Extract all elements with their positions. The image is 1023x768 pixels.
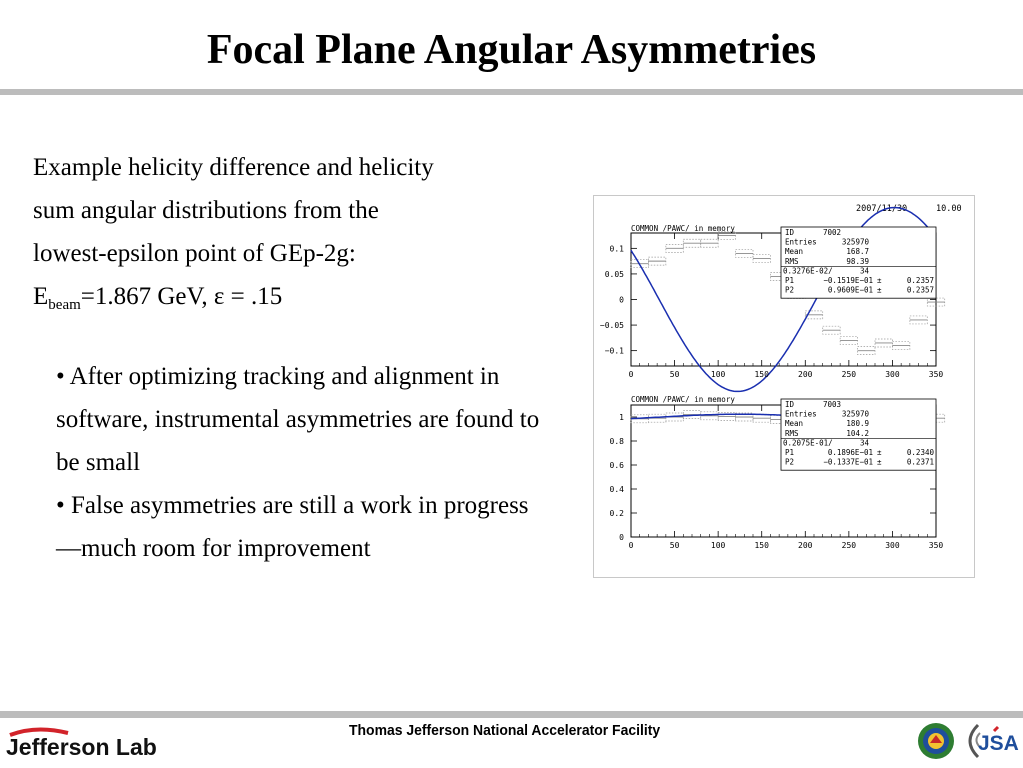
stats-ndf: 34 — [859, 438, 869, 448]
y-tick-label: 0 — [619, 295, 624, 305]
stats-label: Mean — [785, 247, 804, 257]
jefferson-lab-logo — [6, 723, 166, 768]
beam-energy-line — [33, 275, 553, 318]
y-tick-label: 0.2 — [609, 509, 624, 518]
intro-line-1: Example helicity difference and helicity — [33, 154, 434, 181]
stats-label: ID — [785, 400, 795, 409]
x-tick-label: 150 — [754, 370, 769, 379]
footer-organization: Thomas Jefferson National Accelerator Facility — [349, 722, 661, 739]
figure-date: 2007/11/30 — [856, 204, 908, 214]
stats-param-error: 0.2371 — [906, 457, 934, 467]
stats-label: Entries — [785, 237, 817, 247]
x-tick-label: 350 — [928, 370, 944, 379]
stats-value: 98.39 — [846, 256, 869, 266]
y-tick-label: 0 — [619, 533, 624, 542]
x-tick-label: 100 — [710, 370, 726, 379]
stats-param-name: P1 — [785, 448, 795, 457]
bullet-item: • After optimizing tracking and alignment in software, instrumental asymmetries are found to be small — [56, 363, 540, 476]
stats-param-error: 0.2357 — [906, 285, 934, 295]
x-tick-label: 0 — [628, 370, 634, 379]
bullet-item: • False asymmetries are still a work in progress—much room for improvement — [56, 492, 529, 562]
x-tick-label: 350 — [928, 541, 944, 550]
stats-param-value: −0.1519E−01 — [823, 276, 873, 285]
beam-symbol: E — [33, 283, 49, 310]
jsa-accent — [994, 727, 998, 731]
y-tick-label: 0.1 — [609, 244, 624, 254]
stats-param-value: 0.9609E−01 — [827, 285, 873, 295]
doe-seal-logo — [916, 721, 956, 766]
x-tick-label: 150 — [754, 541, 769, 550]
jsa-logo — [958, 719, 1022, 768]
stats-ndf: 34 — [859, 266, 869, 276]
slide-title: Focal Plane Angular Asymmetries — [206, 27, 817, 73]
beam-value: =1.867 GeV, ε = .15 — [80, 283, 283, 310]
figure-time: 10.00 — [936, 204, 962, 214]
stats-plusminus: ± — [877, 276, 882, 285]
x-tick-label: 300 — [885, 541, 900, 550]
stats-param-value: 0.1896E−01 — [827, 448, 873, 457]
stats-value: 180.9 — [846, 419, 869, 429]
stats-param-name: P2 — [785, 457, 795, 467]
y-tick-label: −0.1 — [604, 346, 624, 356]
stats-param-name: P1 — [785, 276, 795, 285]
stats-value: 7002 — [822, 228, 841, 237]
stats-label: RMS — [785, 256, 799, 266]
stats-chi2: 0.3276E-02/ — [783, 266, 833, 276]
x-tick-label: 300 — [885, 370, 900, 379]
chart-header: COMMON /PAWC/ in memory — [631, 395, 735, 404]
intro-line-3: lowest-epsilon point of GEp-2g: — [33, 240, 356, 267]
stats-value: 168.7 — [846, 247, 869, 257]
footer-divider — [0, 711, 1023, 718]
y-tick-label: −0.05 — [599, 321, 624, 331]
stats-label: Mean — [785, 419, 804, 429]
stats-value: 325970 — [841, 409, 869, 419]
doe-seal-graphic — [916, 721, 956, 761]
intro-paragraph — [33, 146, 553, 318]
stats-param-value: −0.1337E−01 — [823, 457, 873, 467]
x-tick-label: 100 — [710, 541, 726, 550]
jefferson-lab-logo-graphic — [6, 723, 166, 763]
stats-plusminus: ± — [877, 448, 882, 457]
jsa-logo-graphic — [958, 719, 1022, 763]
x-tick-label: 250 — [841, 541, 857, 550]
stats-chi2: 0.2075E-01/ — [783, 438, 833, 448]
beam-subscript: beam — [48, 297, 81, 313]
logo-text: Jefferson Lab — [6, 734, 157, 760]
y-tick-label: 0.4 — [609, 485, 624, 494]
y-tick-label: 0.8 — [609, 437, 624, 446]
y-tick-label: 0.6 — [609, 461, 624, 470]
stats-value: 325970 — [841, 237, 869, 247]
stats-value: 7003 — [822, 400, 841, 409]
stats-param-error: 0.2340 — [906, 448, 934, 457]
stats-label: RMS — [785, 428, 799, 438]
bullet-list — [56, 355, 546, 570]
x-tick-label: 50 — [669, 541, 680, 550]
stats-param-error: 0.2357 — [906, 276, 934, 285]
x-tick-label: 200 — [798, 541, 813, 550]
y-tick-label: 1 — [619, 413, 624, 422]
x-tick-label: 200 — [798, 370, 813, 379]
chart-header: COMMON /PAWC/ in memory — [631, 224, 735, 233]
stats-plusminus: ± — [877, 457, 882, 467]
paw-plot — [594, 196, 974, 577]
x-tick-label: 250 — [841, 370, 857, 379]
x-tick-label: 50 — [669, 370, 680, 379]
title-divider — [0, 89, 1023, 95]
jsa-text: JSA — [978, 732, 1019, 755]
intro-line-2: sum angular distributions from the — [33, 197, 379, 224]
x-tick-label: 0 — [628, 541, 634, 550]
stats-value: 104.2 — [846, 428, 869, 438]
y-tick-label: 0.05 — [604, 269, 624, 279]
stats-param-name: P2 — [785, 285, 795, 295]
stats-label: Entries — [785, 409, 817, 419]
stats-plusminus: ± — [877, 285, 882, 295]
stats-label: ID — [785, 228, 795, 237]
asymmetry-figure — [593, 195, 975, 578]
